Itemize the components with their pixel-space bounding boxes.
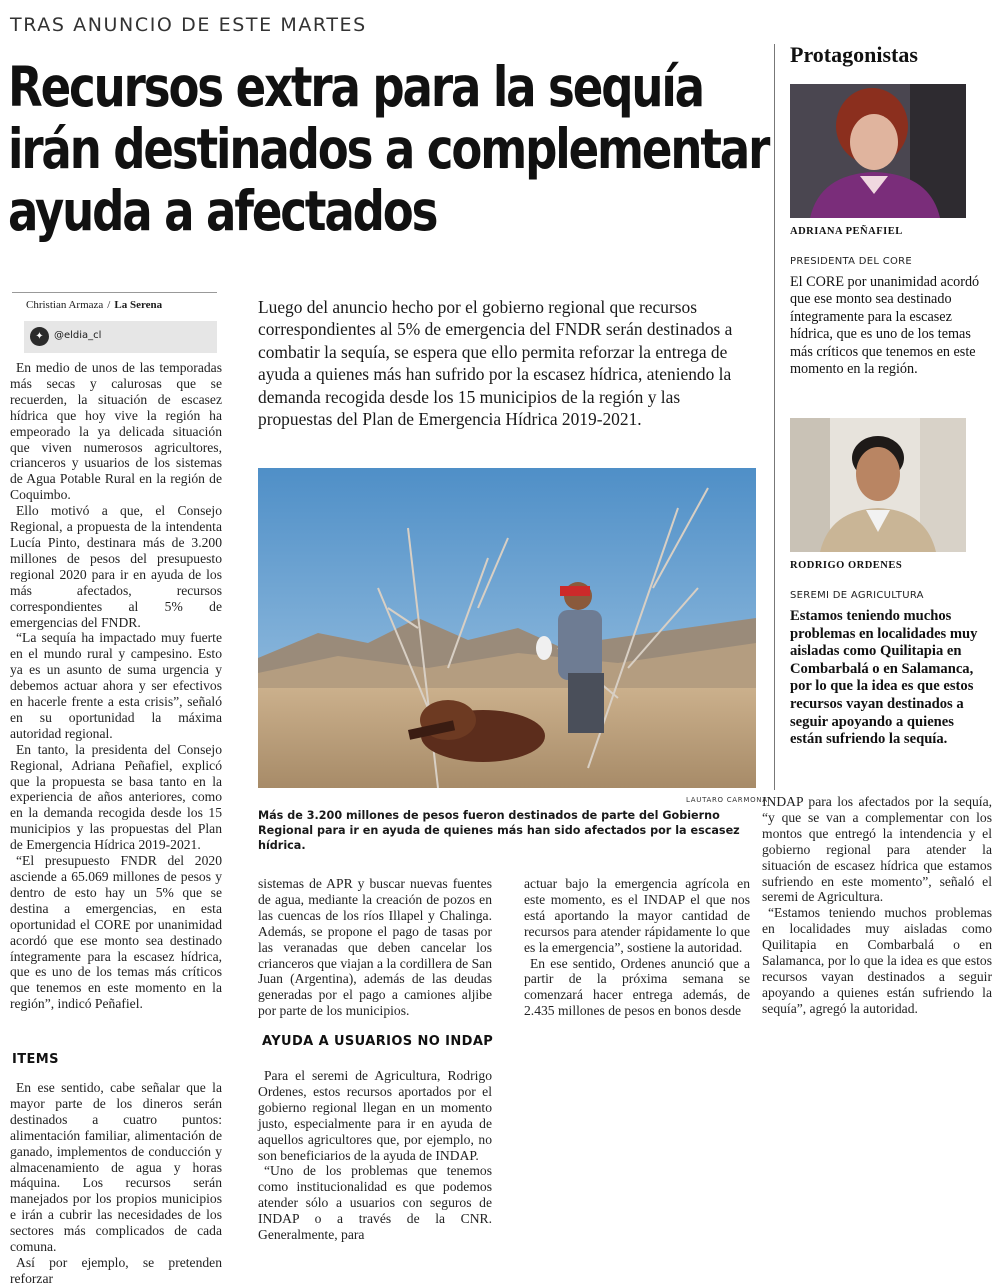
person-name: RODRIGO ORDENES (790, 560, 903, 571)
headline-line-1: Recursos extra para la sequía (8, 55, 703, 119)
kicker: TRAS ANUNCIO DE ESTE MARTES (10, 14, 367, 36)
twitter-bar (24, 321, 217, 353)
person-quote: El CORE por unanimidad acordó que ese monto sea destinado íntegramente para la escasez hídrica, que es uno de los temas más críticos que tenemos en este momento en la región. (790, 274, 980, 378)
article-photo (258, 468, 756, 788)
photo-caption: Más de 3.200 millones de pesos fueron destinados de parte del Gobierno Regional para ir en ayuda de quienes más han sido afectados por la escasez hídrica. (258, 809, 740, 852)
byline-separator: / (107, 299, 111, 311)
byline-location: La Serena (114, 299, 163, 311)
body-column-1b (10, 1080, 222, 1287)
headline (8, 55, 769, 243)
portrait-adriana-penafiel (790, 84, 966, 218)
paragraph: sistemas de APR y buscar nuevas fuentes de agua, mediante la creación de pozos en las cuencas de los ríos Illapel y Chalinga. Además, se propone el pago de tasas por las veranadas que deben cancelar los crianceros que viajan a la cordillera de San Juan (Argentina), además de las deudas generadas por el pago a camiones aljibe por parte de los municipios. (258, 876, 492, 1019)
paragraph: “El presupuesto FNDR del 2020 asciende a 65.069 millones de pesos y dentro de esto hay un 5% que se destina a emergencias, en esta oportunidad el CORE por unanimidad acordó que ese monto sea destinado íntegramente para la escasez hídrica, que es uno de los temas más críticos que tenemos en este momento en la región”, indicó Peñafiel. (10, 853, 222, 1012)
body-column-2 (258, 876, 492, 1019)
subhead-items: ITEMS (12, 1052, 59, 1067)
paragraph: En tanto, la presidenta del Consejo Regional, Adriana Peñafiel, explicó que la propuesta se basa tanto en la experiencia de años anteriores, como en la demanda recogida desde los 15 municipios y las propuestas del Plan de Emergencia Hídrica 2019-2021. (10, 741, 222, 853)
headline-line-3: ayuda a afectados (8, 179, 437, 243)
body-column-1 (10, 360, 222, 1012)
person-role: PRESIDENTA DEL CORE (790, 256, 913, 267)
paragraph: Ello motivó a que, el Consejo Regional, a propuesta de la intendenta Lucía Pinto, destinara más de 3.200 millones de pesos del presupuesto regional 2020 para ir en ayuda de los más afectados, recursos correspondientes al 5% de emergencias del FNDR. (10, 503, 222, 630)
portrait-image (790, 418, 966, 552)
body-column-4 (762, 794, 992, 1017)
paragraph: actuar bajo la emergencia agrícola en este momento, es el INDAP el que nos está aportando la mayor cantidad de recursos para atender rápidamente lo que es la emergencia”, sostiene la autoridad. (524, 876, 750, 955)
byline-author: Christian Armaza (26, 299, 104, 311)
lead-paragraph: Luego del anuncio hecho por el gobierno regional que recursos correspondientes al 5% de emergencia del FNDR serán destinados a combatir la sequía, se espera que ello permita reforzar la entrega de ayuda a quienes más han sufrido por la escasez hídrica, ateniendo la demanda recogida desde los 15 municipios de la región y las propuestas del Plan de Emergencia Hídrica 2019-2021. (258, 297, 733, 430)
paragraph: En ese sentido, cabe señalar que la mayor parte de los dineros serán destinados a cuatro puntos: alimentación familiar, alimentación de ganado, implementos de conducción y almacenamiento de agua y horas máquina. Los recursos serán manejados por los propios municipios e irán a cubrir las necesidades de los sectores más complicados de cada comuna. (10, 1080, 222, 1255)
body-column-2b (258, 1068, 492, 1243)
headline-line-2: irán destinados a complementar (8, 117, 769, 181)
sidebar-title: Protagonistas (790, 42, 918, 67)
person-quote: Estamos teniendo muchos problemas en localidades muy aisladas como Quilitapia en Combarbalá o en Salamanca, por lo que la idea es que estos recursos vayan destinados a seguir apoyando a quienes están sufriendo la sequía. (790, 608, 978, 748)
portrait-rodrigo-ordenes (790, 418, 966, 552)
subhead-indap: AYUDA A USUARIOS NO INDAP (262, 1034, 494, 1049)
paragraph: “Uno de los problemas que tenemos como institucionalidad es que podemos atender sólo a usuarios con seguros de INDAP o a través de la CNR. Generalmente, para (258, 1163, 492, 1243)
byline (26, 299, 162, 311)
paragraph: En medio de unos de las temporadas más secas y calurosas que se recuerden, la situación de escasez hídrica que hoy vive la región ha empeorado la ya delicada situación que viven numerosos agricultores, crianceros y usuarios de los sistemas de Agua Potable Rural en la región de Coquimbo. (10, 360, 222, 503)
twitter-handle[interactable]: @eldia_cl (54, 330, 102, 341)
paragraph: Así por ejemplo, se pretenden reforzar (10, 1254, 222, 1286)
paragraph: En ese sentido, Ordenes anunció que a partir de la próxima semana se comenzará hacer entrega además, de 2.435 millones de pesos en bonos desde (524, 955, 750, 1019)
body-column-3 (524, 876, 750, 1019)
drought-scene-image (258, 468, 756, 788)
paragraph: “La sequía ha impactado muy fuerte en el mundo rural y campesino. Esto ya es un asunto de suma urgencia y debemos actuar ahora y ser efectivos en hacerle frente a esta crisis”, señaló en su oportunidad la máxima autoridad regional. (10, 630, 222, 741)
portrait-image (790, 84, 966, 218)
person-name: ADRIANA PEÑAFIEL (790, 226, 903, 237)
photo-credit: LAUTARO CARMONA (686, 796, 768, 804)
byline-box (12, 292, 217, 357)
paragraph: Para el seremi de Agricultura, Rodrigo Ordenes, estos recursos aportados por el gobierno regional llegan en un momento justo, especialmente para ir en ayuda de aquellos agricultores que, por ejemplo, no son beneficiarios de la ayuda de INDAP. (258, 1068, 492, 1163)
paragraph: INDAP para los afectados por la sequía, “y que se van a complementar con los montos que entregó la intendencia y el gobierno regional para atender la situación de escasez hídrica que estamos sufriendo en este momento”, señaló el seremi de Agricultura. (762, 794, 992, 905)
paragraph: “Estamos teniendo muchos problemas en localidades muy aisladas como Quilitapia en Combarbalá o en Salamanca, por lo que la idea es que estos recursos vayan destinados a seguir apoyando a quienes están sufriendo la sequía”, agregó la autoridad. (762, 905, 992, 1016)
sidebar-divider (774, 44, 775, 790)
twitter-bird-icon: ✦ (30, 327, 49, 346)
person-role: SEREMI DE AGRICULTURA (790, 590, 924, 601)
